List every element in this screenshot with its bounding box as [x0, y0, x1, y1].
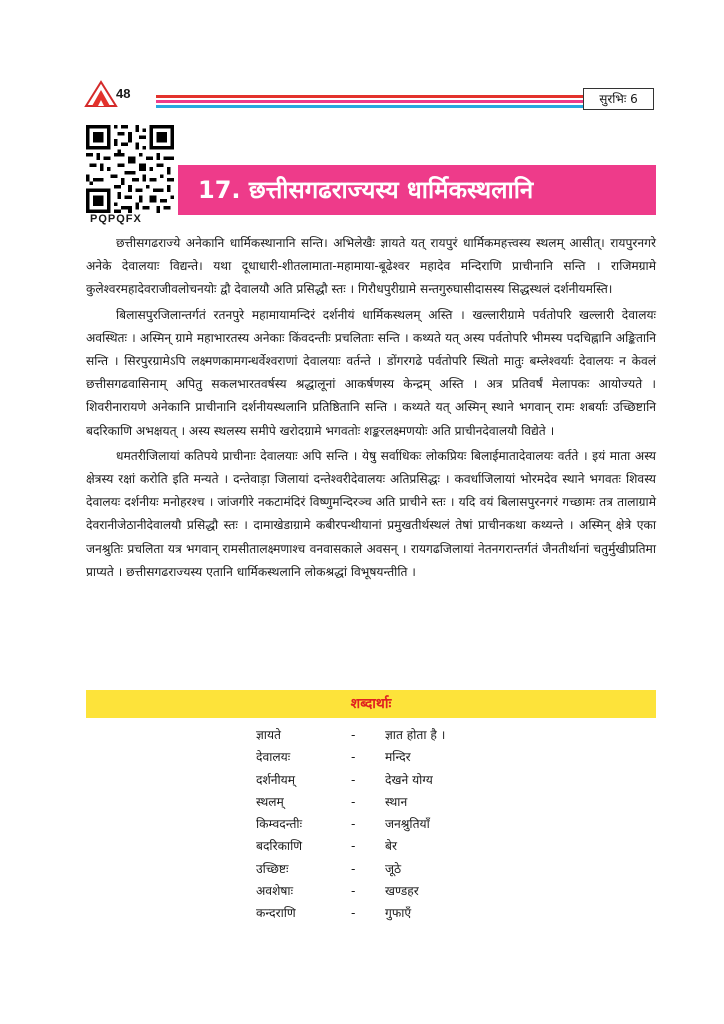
glossary-meaning: खण्डहर [385, 884, 419, 899]
glossary-dash: - [351, 861, 356, 876]
glossary-term: उच्छिष्टः [256, 861, 289, 876]
glossary-row [256, 835, 585, 857]
glossary-term: स्थलम् [256, 794, 284, 809]
book-tag: सुरभिः 6 [583, 88, 654, 110]
glossary-row [256, 858, 585, 880]
glossary-dash: - [351, 772, 356, 787]
glossary-dash: - [351, 750, 356, 765]
glossary-dash: - [351, 884, 356, 899]
chapter-title: 17. छत्तीसगढराज्यस्य धार्मिकस्थलानि [198, 176, 534, 204]
glossary-row [256, 880, 585, 902]
glossary-list [256, 724, 585, 925]
page-number: 48 [116, 86, 131, 101]
glossary-row [256, 791, 585, 813]
glossary-meaning: जूठे [385, 861, 402, 876]
glossary-dash: - [351, 728, 356, 742]
header-stripes [156, 95, 584, 113]
glossary-row [256, 769, 585, 791]
glossary-term: ज्ञायते [256, 728, 281, 742]
glossary-meaning: गुफाएँ [385, 906, 412, 921]
glossary-term: किम्वदन्तीः [256, 817, 303, 832]
body-text [86, 232, 656, 586]
tent-logo-icon [84, 80, 118, 108]
glossary-term: दर्शनीयम् [256, 772, 296, 787]
glossary-row [256, 813, 585, 835]
glossary-dash: - [351, 839, 356, 854]
glossary-row [256, 902, 585, 924]
glossary-dash: - [351, 794, 356, 809]
paragraph: बिलासपुरजिलान्तर्गतं रतनपुरे महामायामन्दिरं दर्शनीयं धार्मिकस्थलम् अस्ति । खल्लारीग्रामे पर्वतोपरि खल्लारी देवालयः अवस्थितः । अस्मिन् ग्रामे महाभारतस्य अनेकाः किंवदन्तीः प्रचलिताः सन्ति । कथ्यते यत् अस्य पर्वतोपरि भीमस्य पदचिह्नानि अङ्कितानि सन्ति । सिरपुरग्रामेऽपि लक्ष्मणकामगन्धर्वेश्वराणां देवालयाः वर्तन्ते । डोंगरगढे पर्वतोपरि स्थितो मातुः बम्लेश्वर्याः देवालयः न केवलं छत्तीसगढवासिनाम् अपितु सकलभारतवर्षस्य श्रद्धालूनां आकर्षणस्य केन्द्रम् अस्ति । अत्र प्रतिवर्षं मेलापकः आयोज्यते । शिवरीनारायणे अनेकानि प्राचीनानि दर्शनीयस्थलानि प्रतिष्ठितानि सन्ति । कथ्यते यत् अस्मिन् स्थाने भगवान् रामः शबर्याः उच्छिष्टानि बदरिकाणि अभक्षयत् । अस्य स्थलस्य समीपे खरोदग्रामे भगवतोः शङ्करलक्ष्मणयोः अति प्राचीनदेवालयौ विद्येते । [86, 307, 656, 438]
glossary-meaning: मन्दिर [385, 750, 411, 765]
glossary-term: कन्दराणि [256, 906, 296, 921]
glossary-row [256, 724, 585, 746]
qr-label: PQPQFX [90, 213, 142, 225]
glossary-meaning: बेर [385, 839, 397, 854]
glossary-meaning: स्थान [385, 794, 408, 809]
glossary-meaning: देखने योग्य [385, 772, 433, 787]
glossary-dash: - [351, 817, 356, 832]
glossary-term: अवशेषाः [256, 884, 294, 899]
glossary-row [256, 746, 585, 768]
qr-code-icon [86, 125, 174, 213]
glossary-term: देवालयः [256, 750, 291, 765]
glossary-dash: - [351, 906, 356, 921]
glossary-meaning: जनश्रुतियाँ [385, 817, 430, 832]
glossary-meaning: ज्ञात होता है । [385, 728, 446, 742]
paragraph: छत्तीसगढराज्ये अनेकानि धार्मिकस्थानानि सन्ति। अभिलेखैः ज्ञायते यत् रायपुरं धार्मिकमहत्त्वस्य स्थलम् आसीत्। रायपुरनगरे अनेके देवालयाः विद्यन्ते। यथा दूधाधारी-शीतलामाता-महामाया-बूढेश्वर महादेव मन्दिराणि प्राचीनानि सन्ति । राजिमग्रामे कुलेश्वरमहादेवराजीवलोचनयोः द्वौ देवालयौ अति प्रसिद्धौ स्तः । गिरौधपुरीग्रामे सन्तगुरुघासीदासस्य सिद्धस्थलं दर्शनीयमस्ति। [86, 236, 656, 297]
qr-block[interactable] [86, 125, 178, 225]
paragraph: धमतरीजिलायां कतिपये प्राचीनाः देवालयाः अपि सन्ति । येषु सर्वाधिकः लोकप्रियः बिलाईमातादेवालयः वर्तते । इयं माता अस्य क्षेत्रस्य रक्षां करोति इति मन्यते । दन्तेवाड़ा जिलायां दन्तेश्वरीदेवालयः अतिप्रसिद्धः । कवर्धाजिलायां भोरमदेव स्थाने भगवतः शिवस्य देवालयः दर्शनीयः मनोहरश्च । जांजगीरे नकटामंदिरं विष्णुमन्दिरञ्च अति प्राचीने स्तः । यदि वयं बिलासपुरनगरं गच्छामः तत्र तालाग्रामे देवरानीजेठानीदेवालयौ प्रसिद्धौ स्तः । दामाखेडाग्रामे कबीरपन्थीयानां प्रमुखतीर्थस्थलं तेषां प्राचीनकथा कथ्यन्ते । अस्मिन् क्षेत्रे एका जनश्रुतिः प्रचलिता यत्र भगवान् रामसीतालक्ष्मणाश्च वनवासकाले अवसन् । रायगढजिलायां नेतनगरान्तर्गतं जैनतीर्थानां चतुर्मुखीप्रतिमा प्राप्यते । छत्तीसगढराज्यस्य एतानि धार्मिकस्थलानि लोकश्रद्धां विभूषयन्तीति । [86, 448, 656, 579]
glossary-title: शब्दार्थाः [350, 696, 392, 712]
glossary-term: बदरिकाणि [256, 839, 303, 854]
